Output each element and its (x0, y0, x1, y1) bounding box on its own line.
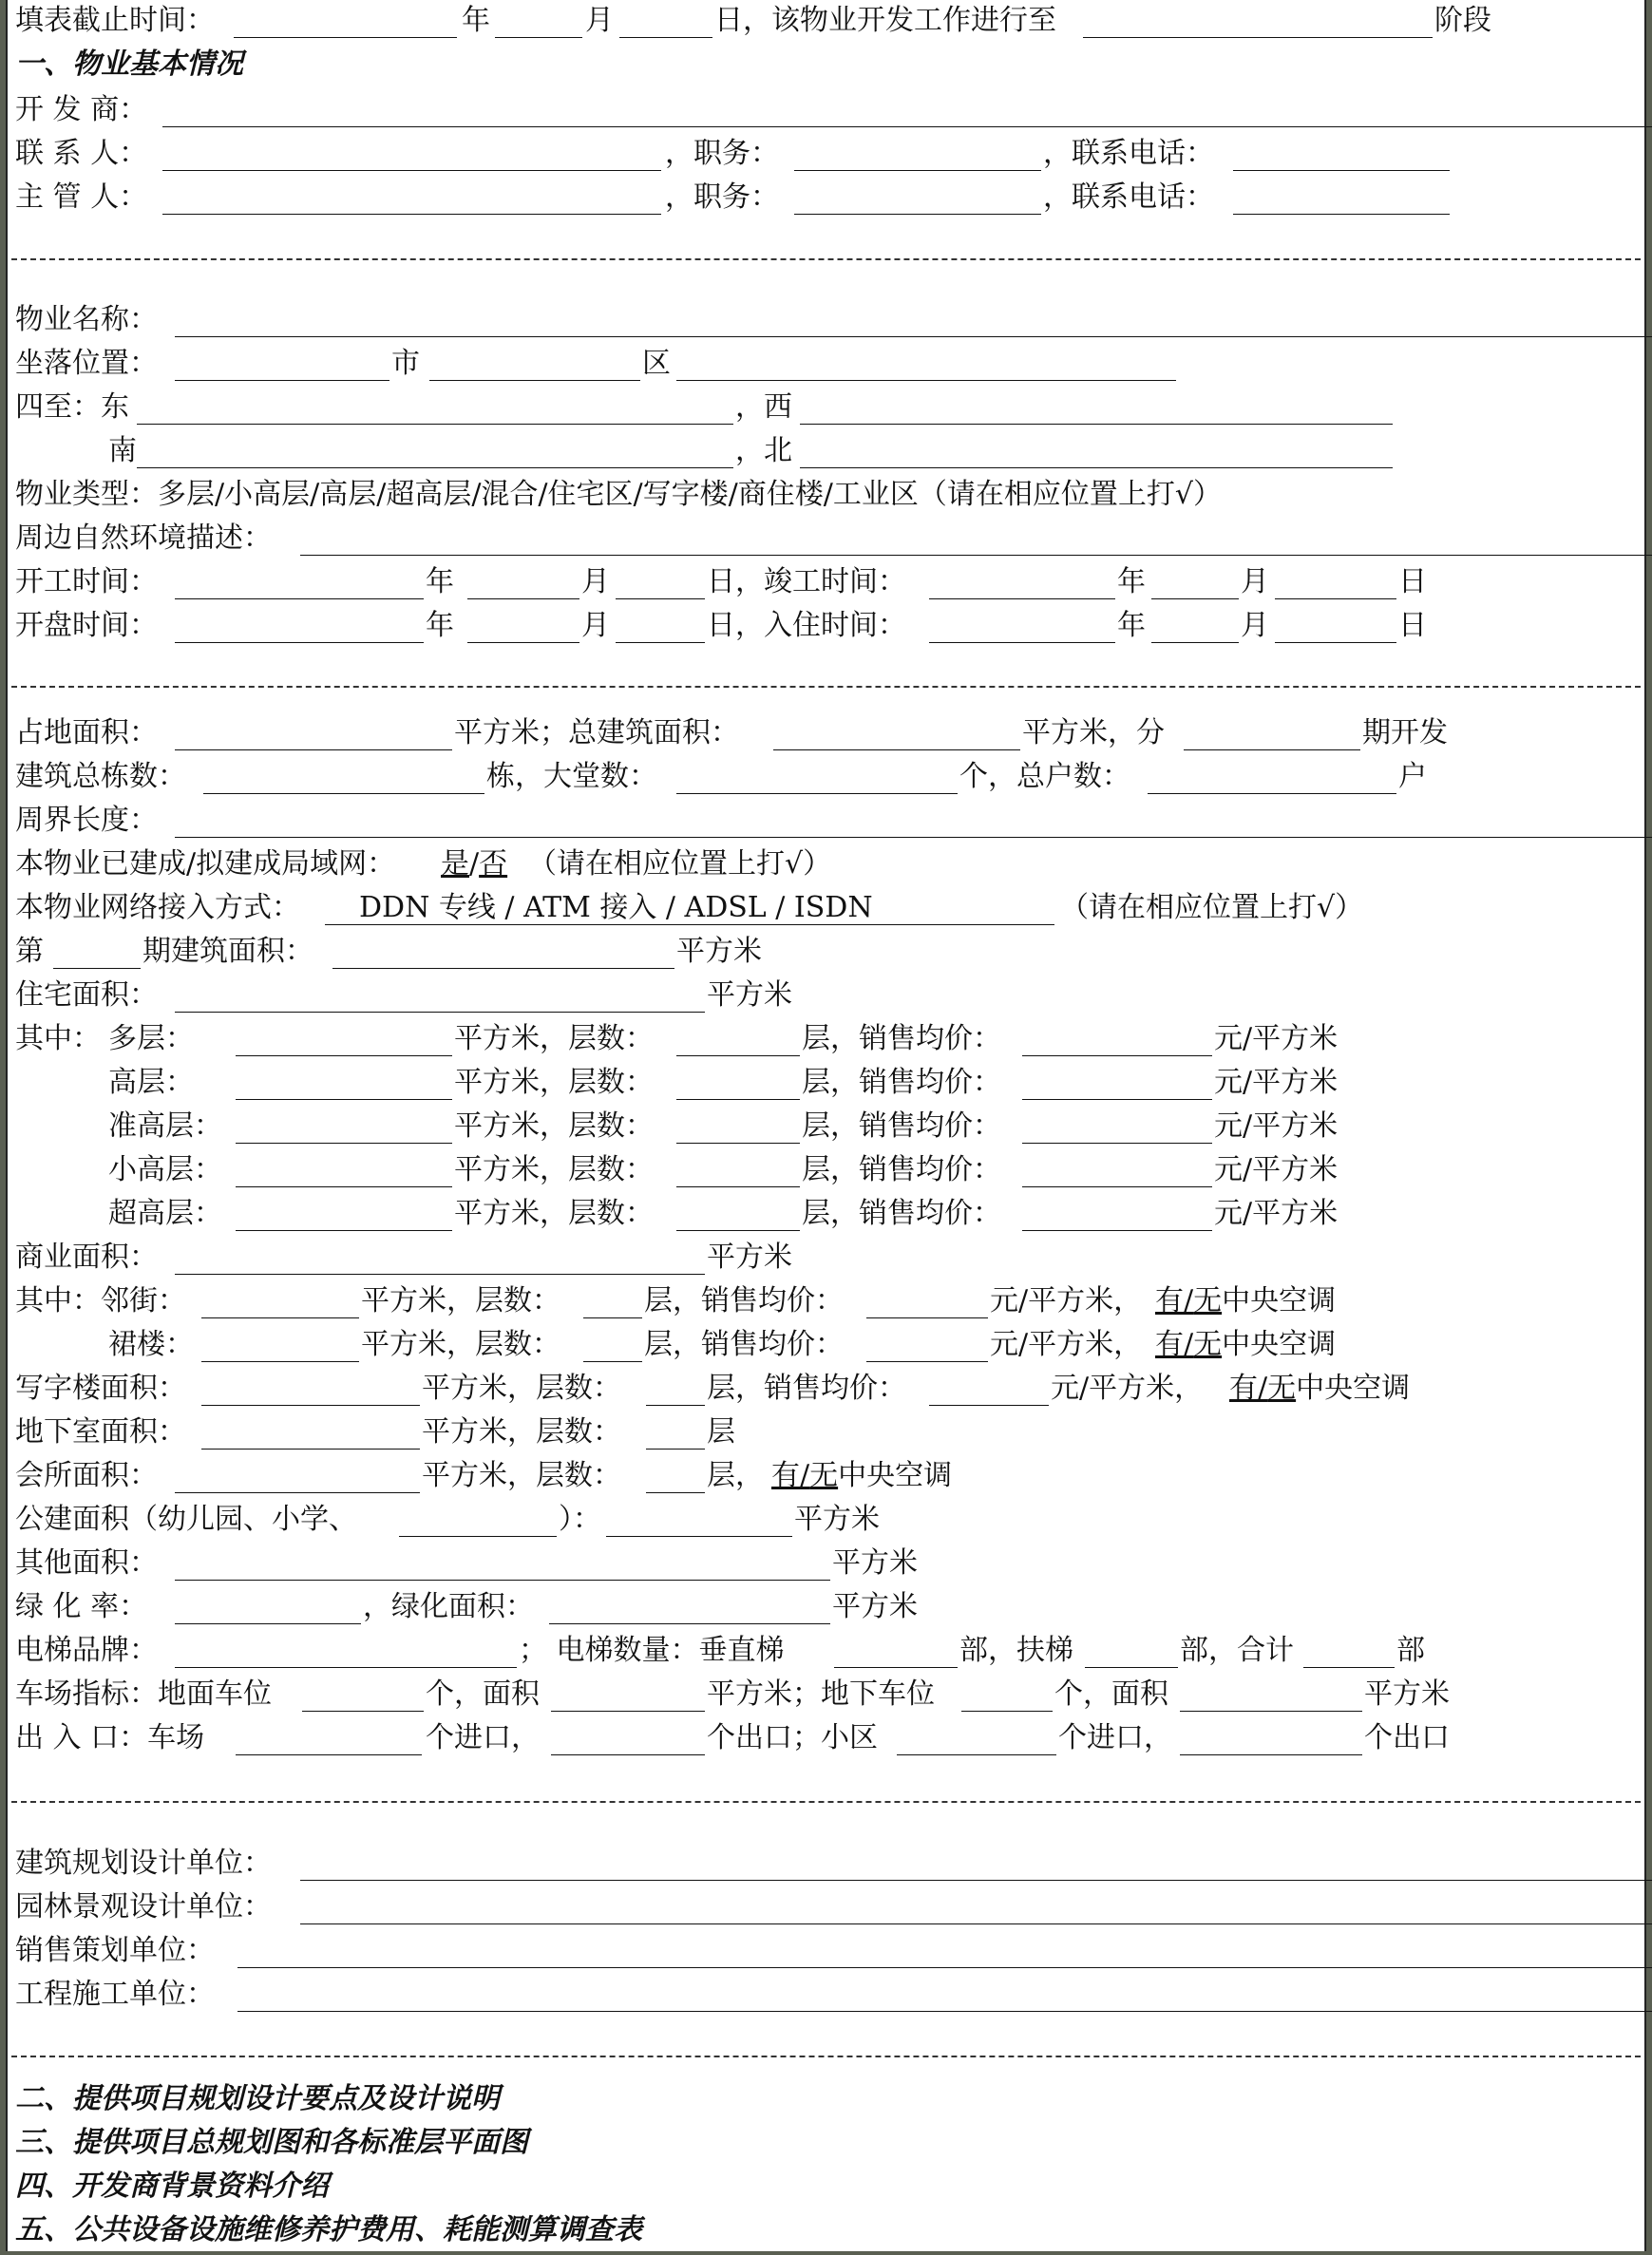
type-floors-field[interactable] (676, 1230, 800, 1231)
podium-area-field[interactable] (201, 1361, 359, 1362)
section-4-title: 四、开发商背景资料介绍 (15, 2170, 329, 2203)
price-ac-label: 元/平方米， (1051, 1372, 1204, 1405)
deadline-year-field[interactable] (234, 37, 457, 38)
landscape-field[interactable] (300, 1923, 1652, 1924)
planning-field[interactable] (300, 1880, 1652, 1881)
land-label: 占地面积： (15, 716, 158, 749)
south-label: 南 (108, 434, 137, 467)
sales-planning-field[interactable] (237, 1967, 1652, 1968)
price-unit: 元/平方米 (1214, 1109, 1339, 1143)
east-field[interactable] (137, 424, 733, 425)
stage-label: 阶段 (1434, 4, 1491, 37)
public-area-field[interactable] (606, 1536, 792, 1537)
finish-month-field[interactable] (1151, 598, 1239, 599)
elevator-brand-label: 电梯品牌： (15, 1634, 158, 1667)
district-entry-field[interactable] (897, 1754, 1056, 1755)
section-5-title: 五、公共设备设施维修养护费用、耗能测算调查表 (15, 2213, 642, 2246)
ac-options (1155, 1282, 1336, 1320)
lan-yes-option[interactable]: 是 (441, 847, 469, 881)
exit-label: 个出口 (1364, 1721, 1450, 1754)
type-price-field[interactable] (1022, 1186, 1212, 1187)
underground-parking-area-field[interactable] (1180, 1711, 1362, 1712)
west-field[interactable] (800, 424, 1393, 425)
ac-slash: / (1258, 1372, 1268, 1405)
type-label: 准高层： (108, 1109, 222, 1143)
contact-field[interactable] (162, 170, 661, 171)
lan-note: （请在相应位置上打√） (528, 847, 832, 881)
perimeter-field[interactable] (175, 837, 1652, 838)
finish-label: 日，竣工时间： (707, 565, 906, 598)
ac-has-option[interactable]: 有 (1155, 1284, 1184, 1317)
network-options[interactable]: DDN 专线 / ATM 接入 / ADSL / ISDN (359, 891, 873, 924)
property-type-row: 物业类型：多层/小高层/高层/超高层/混合/住宅区/写字楼/商住楼/工业区（请在相应位置上打√） (15, 478, 1222, 511)
phase-count-field[interactable] (1184, 749, 1360, 750)
type-label: 多层： (108, 1022, 194, 1055)
ac-slash: / (800, 1459, 810, 1492)
ac-slash: / (1184, 1284, 1194, 1317)
move-in-day-field[interactable] (1275, 642, 1396, 643)
type-floors-field[interactable] (676, 1099, 800, 1100)
manager-phone-field[interactable] (1233, 214, 1450, 215)
move-in-month-field[interactable] (1151, 642, 1239, 643)
sales-label: 层，销售均价： (802, 1022, 1001, 1055)
survey-form (6, 0, 1646, 2251)
section-1-title: 一、物业基本情况 (15, 47, 243, 81)
office-floors-field[interactable] (646, 1405, 705, 1406)
type-price-field[interactable] (1022, 1099, 1212, 1100)
parking-label: 车场指标：地面车位 (15, 1677, 272, 1711)
ground-parking-area-field[interactable] (551, 1711, 705, 1712)
network-underline (325, 924, 1054, 925)
property-name-label: 物业名称： (15, 303, 158, 336)
sqm-label: 平方米 (676, 935, 762, 968)
elevator-total-field[interactable] (1303, 1667, 1395, 1668)
podium-label: 裙楼： (108, 1328, 194, 1361)
address-field[interactable] (676, 380, 1176, 381)
ac-label: 中央空调 (1296, 1372, 1411, 1405)
day-label: 日 (1398, 609, 1427, 642)
public-label: 公建面积（幼儿园、小学、 (15, 1503, 357, 1536)
bu-label: 部 (1396, 1634, 1425, 1667)
ac-has-option[interactable]: 有 (1155, 1328, 1184, 1361)
lobby-field[interactable] (676, 793, 958, 794)
divider (11, 1801, 1641, 1803)
total-area-field[interactable] (773, 749, 1020, 750)
lan-label: 本物业已建成/拟建成局域网： (15, 847, 396, 881)
price-ac-label: 元/平方米， (990, 1328, 1143, 1361)
type-area-field[interactable] (236, 1055, 452, 1056)
manager-position-field[interactable] (794, 214, 1041, 215)
year-label: 年 (1117, 609, 1146, 642)
contact-label: 联 系 人： (15, 137, 148, 170)
open-label: 开盘时间： (15, 609, 158, 642)
club-area-field[interactable] (175, 1492, 420, 1493)
ground-parking-field[interactable] (302, 1711, 424, 1712)
street-label: 其中：邻街： (15, 1284, 186, 1317)
month-label: 月 (1241, 609, 1269, 642)
phase-prefix: 第 (15, 935, 44, 968)
sales-label: 层，销售均价： (802, 1153, 1001, 1186)
floors-label: 平方米，层数： (454, 1066, 654, 1099)
buildings-label: 建筑总栋数： (15, 760, 186, 793)
sales-label: 层，销售均价： (802, 1197, 1001, 1230)
developer-field[interactable] (162, 126, 1652, 127)
type-area-field[interactable] (236, 1186, 452, 1187)
environment-field[interactable] (300, 555, 1652, 556)
floors-label: 平方米，层数： (454, 1109, 654, 1143)
deadline-label: 填表截止时间： (15, 4, 215, 37)
network-label: 本物业网络接入方式： (15, 891, 300, 924)
year-label: 年 (462, 4, 490, 37)
escalator-field[interactable] (1085, 1667, 1178, 1668)
ac-has-option[interactable]: 有 (1229, 1372, 1258, 1405)
office-label: 写字楼面积： (15, 1372, 186, 1405)
phase-area-field[interactable] (332, 968, 674, 969)
city-label: 市 (391, 347, 420, 380)
district-exit-field[interactable] (1180, 1754, 1362, 1755)
divider (11, 686, 1641, 688)
type-label: 小高层： (108, 1153, 222, 1186)
month-label: 月 (581, 565, 610, 598)
year-label: 年 (1117, 565, 1146, 598)
street-floors-field[interactable] (583, 1317, 642, 1318)
phase-dev-label: 期开发 (1362, 716, 1448, 749)
total-area-label: 平方米；总建筑面积： (454, 716, 739, 749)
residential-label: 住宅面积： (15, 978, 158, 1012)
type-price-field[interactable] (1022, 1143, 1212, 1144)
ac-label: 中央空调 (838, 1459, 953, 1492)
ac-label: 中央空调 (1222, 1328, 1337, 1361)
construction-label: 工程施工单位： (15, 1978, 215, 2011)
phone-label: ，联系电话： (1043, 137, 1214, 170)
floors-comma-label: 层， (707, 1459, 764, 1492)
lan-slash: / (469, 847, 480, 881)
start-year-field[interactable] (175, 598, 424, 599)
location-label: 坐落位置： (15, 347, 158, 380)
sqm-label: 平方米 (794, 1503, 880, 1536)
contact-phone-field[interactable] (1233, 170, 1450, 171)
entrance-label: 出 入 口：车场 (15, 1721, 205, 1754)
west-label: ，西 (735, 390, 792, 424)
section-3-title: 三、提供项目总规划图和各标准层平面图 (15, 2126, 528, 2159)
sqm-label: 平方米 (832, 1590, 918, 1623)
divider (11, 2056, 1641, 2057)
hu-label: 户 (1398, 760, 1427, 793)
area-label: 个，面积 (1054, 1677, 1168, 1711)
price-ac-label: 元/平方米， (990, 1284, 1143, 1317)
price-unit: 元/平方米 (1214, 1066, 1339, 1099)
total-label: 部，合计 (1180, 1634, 1294, 1667)
buildings-field[interactable] (203, 793, 484, 794)
developer-label: 开 发 商： (15, 93, 148, 126)
open-year-field[interactable] (175, 642, 424, 643)
contact-position-field[interactable] (794, 170, 1041, 171)
area-label: 个，面积 (426, 1677, 540, 1711)
type-area-field[interactable] (236, 1143, 452, 1144)
environment-label: 周边自然环境描述： (15, 521, 272, 555)
district-field[interactable] (429, 380, 640, 381)
district-label: 区 (642, 347, 671, 380)
entry-label: 个进口， (426, 1721, 540, 1754)
month-label: 月 (1241, 565, 1269, 598)
commercial-field[interactable] (175, 1274, 705, 1275)
basement-label: 地下室面积： (15, 1415, 186, 1449)
green-rate-field[interactable] (175, 1623, 361, 1624)
sqm-label: 平方米 (832, 1546, 918, 1580)
property-name-field[interactable] (175, 336, 1652, 337)
manager-field[interactable] (162, 214, 661, 215)
city-field[interactable] (175, 380, 389, 381)
sales-label: 层，销售均价： (644, 1284, 844, 1317)
green-rate-label: 绿 化 率： (15, 1590, 148, 1623)
ac-has-option[interactable]: 有 (771, 1459, 800, 1492)
open-month-field[interactable] (467, 642, 579, 643)
price-unit: 元/平方米 (1214, 1197, 1339, 1230)
sqm-label: 平方米 (707, 1241, 792, 1274)
floors-label: 平方米，层数： (454, 1153, 654, 1186)
ac-options (771, 1457, 952, 1495)
move-in-label: 日，入住时间： (707, 609, 906, 642)
deadline-month-field[interactable] (495, 37, 582, 38)
sqm-label: 平方米 (1364, 1677, 1450, 1711)
year-label: 年 (426, 565, 454, 598)
ac-options (1155, 1326, 1336, 1364)
among-label: 其中： (15, 1022, 101, 1055)
ac-label: 中央空调 (1222, 1284, 1337, 1317)
street-area-field[interactable] (201, 1317, 359, 1318)
ac-none-option[interactable]: 无 (1193, 1328, 1223, 1361)
public-other-field[interactable] (399, 1536, 557, 1537)
phase-number-field[interactable] (53, 968, 141, 969)
sales-label: 层，销售均价： (644, 1328, 844, 1361)
floors-end-label: 层 (707, 1415, 735, 1449)
office-price-field[interactable] (929, 1405, 1049, 1406)
open-day-field[interactable] (616, 642, 705, 643)
floors-label: 平方米，层数： (454, 1197, 654, 1230)
sales-label: 层，销售均价： (707, 1372, 906, 1405)
perimeter-label: 周界长度： (15, 804, 158, 837)
floors-label: 平方米，层数： (422, 1459, 621, 1492)
floors-label: 平方米，层数： (454, 1022, 654, 1055)
sqm-label: 平方米 (707, 978, 792, 1012)
ac-slash: / (1184, 1328, 1194, 1361)
households-label: 个，总户数： (959, 760, 1130, 793)
start-month-field[interactable] (467, 598, 579, 599)
type-floors-field[interactable] (676, 1055, 800, 1056)
green-area-label: ，绿化面积： (363, 1590, 534, 1623)
commercial-label: 商业面积： (15, 1241, 158, 1274)
other-label: 其他面积： (15, 1546, 158, 1580)
phase-label: 平方米，分 (1022, 716, 1165, 749)
sales-label: 层，销售均价： (802, 1109, 1001, 1143)
phase-area-label: 期建筑面积： (142, 935, 313, 968)
lan-no-option[interactable]: 否 (479, 847, 508, 881)
underground-label: 平方米；地下车位 (707, 1677, 935, 1711)
club-floors-field[interactable] (646, 1492, 705, 1493)
move-in-year-field[interactable] (929, 642, 1115, 643)
type-price-field[interactable] (1022, 1230, 1212, 1231)
street-price-field[interactable] (866, 1317, 988, 1318)
start-label: 开工时间： (15, 565, 158, 598)
other-area-field[interactable] (175, 1580, 830, 1581)
type-label: 超高层： (108, 1197, 222, 1230)
finish-day-field[interactable] (1275, 598, 1396, 599)
start-day-field[interactable] (616, 598, 705, 599)
podium-price-field[interactable] (866, 1361, 988, 1362)
lan-options (441, 845, 507, 883)
type-area-field[interactable] (236, 1099, 452, 1100)
basement-floors-field[interactable] (646, 1449, 705, 1450)
planning-label: 建筑规划设计单位： (15, 1847, 272, 1880)
manager-label: 主 管 人： (15, 180, 148, 214)
month-label: 月 (581, 609, 610, 642)
floors-label: 平方米，层数： (422, 1372, 621, 1405)
ac-options (1229, 1370, 1410, 1408)
stage-field[interactable] (1083, 37, 1433, 38)
type-floors-field[interactable] (676, 1143, 800, 1144)
position-label: ，职务： (665, 137, 779, 170)
ac-none-option[interactable]: 无 (1267, 1372, 1297, 1405)
green-area-field[interactable] (549, 1623, 830, 1624)
underground-parking-field[interactable] (961, 1711, 1053, 1712)
escalator-label: 部，扶梯 (959, 1634, 1073, 1667)
parking-entry-field[interactable] (236, 1754, 422, 1755)
floors-label: 平方米，层数： (422, 1415, 621, 1449)
type-area-field[interactable] (236, 1230, 452, 1231)
sales-planning-label: 销售策划单位： (15, 1934, 215, 1967)
ac-none-option[interactable]: 无 (809, 1459, 839, 1492)
office-area-field[interactable] (201, 1405, 420, 1406)
section-2-title: 二、提供项目规划设计要点及设计说明 (15, 2082, 500, 2115)
residential-field[interactable] (175, 1012, 705, 1013)
north-label: ，北 (735, 434, 792, 467)
phone-label: ，联系电话： (1043, 180, 1214, 214)
floors-label: 平方米，层数： (361, 1328, 560, 1361)
vertical-elevator-field[interactable] (834, 1667, 958, 1668)
elevator-count-label: ； 电梯数量：垂直梯 (519, 1634, 785, 1667)
basement-area-field[interactable] (201, 1449, 420, 1450)
type-label: 高层： (108, 1066, 194, 1099)
ac-none-option[interactable]: 无 (1193, 1284, 1223, 1317)
day-progress-label: 日，该物业开发工作进行至 (714, 4, 1056, 37)
sales-label: 层，销售均价： (802, 1066, 1001, 1099)
month-label: 月 (585, 4, 614, 37)
price-unit: 元/平方米 (1214, 1153, 1339, 1186)
year-label: 年 (426, 609, 454, 642)
price-unit: 元/平方米 (1214, 1022, 1339, 1055)
landscape-label: 园林景观设计单位： (15, 1890, 272, 1923)
network-note: （请在相应位置上打√） (1060, 891, 1364, 924)
south-field[interactable] (137, 467, 733, 468)
north-field[interactable] (800, 467, 1393, 468)
deadline-day-field[interactable] (619, 37, 712, 38)
finish-year-field[interactable] (929, 598, 1115, 599)
floors-label: 平方米，层数： (361, 1284, 560, 1317)
club-label: 会所面积： (15, 1459, 158, 1492)
land-area-field[interactable] (175, 749, 452, 750)
parking-exit-field[interactable] (551, 1754, 705, 1755)
exit-district-label: 个出口；小区 (707, 1721, 878, 1754)
day-label: 日 (1398, 565, 1427, 598)
entry-label: 个进口， (1058, 1721, 1172, 1754)
elevator-brand-field[interactable] (175, 1667, 517, 1668)
bounds-east-label: 四至：东 (15, 390, 129, 424)
construction-field[interactable] (237, 2011, 1652, 2012)
divider (11, 258, 1641, 260)
position-label: ，职务： (665, 180, 779, 214)
type-floors-field[interactable] (676, 1186, 800, 1187)
podium-floors-field[interactable] (583, 1361, 642, 1362)
type-price-field[interactable] (1022, 1055, 1212, 1056)
households-field[interactable] (1148, 793, 1396, 794)
public-end-label: ）： (559, 1503, 601, 1536)
lobby-label: 栋，大堂数： (486, 760, 657, 793)
